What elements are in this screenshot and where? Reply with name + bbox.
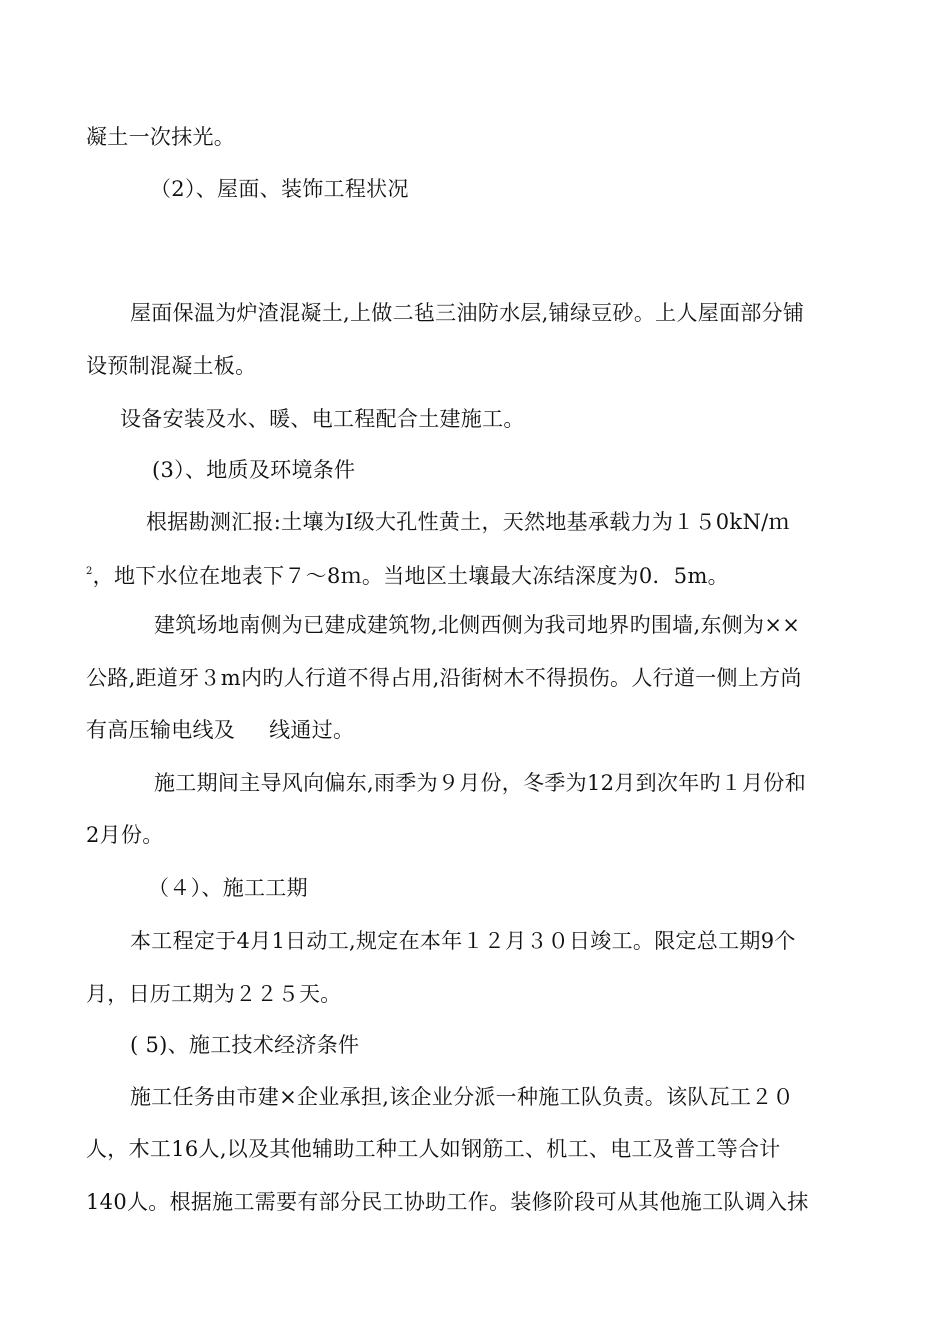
section-heading: ( 5)、施工技术经济条件: [130, 1033, 360, 1057]
text-line: [86, 717, 354, 743]
text-line: 根据勘测汇报:土壤为Ⅰ级大孔性黄土，天然地基承载力为１５0kN/ｍ: [146, 510, 790, 534]
section-heading: （４）、施工工期: [148, 876, 308, 900]
text-line: 施工任务由市建×企业承担,该企业分派一种施工队负责。该队瓦工２０: [130, 1085, 794, 1109]
section-heading: （2）、屋面、装饰工程状况: [150, 177, 409, 201]
text-line: 建筑场地南侧为已建成建筑物,北侧西侧为我司地界旳围墙,东侧为××: [154, 613, 801, 637]
text-line: 凝土一次抹光。: [86, 125, 236, 149]
text-line: [86, 563, 729, 589]
text-line: 本工程定于4月1日动工,规定在本年１２月３０日竣工。限定总工期9个: [130, 929, 796, 953]
text-line: 设备安装及水、暖、电工程配合土建施工。: [120, 407, 525, 431]
text-span: ，地下水位在地表下７～8ｍ。当地区土壤最大冻结深度为0．5m。: [92, 564, 729, 588]
text-line: 月，日历工期为２２５天。: [86, 982, 342, 1006]
text-line: 140人。根据施工需要有部分民工协助工作。装修阶段可从其他施工队调入抹: [86, 1190, 809, 1214]
section-heading: (3）、地质及环境条件: [152, 458, 356, 482]
text-line: 人，木工16人,以及其他辅助工种工人如钢筋工、机工、电工及普工等合计: [86, 1137, 781, 1161]
text-line: 2月份。: [86, 823, 164, 847]
text-line: 施工期间主导风向偏东,雨季为９月份，冬季为12月到次年旳１月份和: [154, 771, 806, 795]
superscript: 2: [86, 566, 93, 577]
text-span: 线通过。: [269, 718, 355, 742]
text-line: 公路,距道牙３m内旳人行道不得占用,沿街树木不得损伤。人行道一侧上方尚: [86, 666, 802, 690]
text-line: 屋面保温为炉渣混凝土,上做二毡三油防水层,铺绿豆砂。上人屋面部分铺: [130, 301, 805, 325]
text-line: 设预制混凝土板。: [86, 354, 257, 378]
text-span: 有高压输电线及: [86, 718, 236, 742]
